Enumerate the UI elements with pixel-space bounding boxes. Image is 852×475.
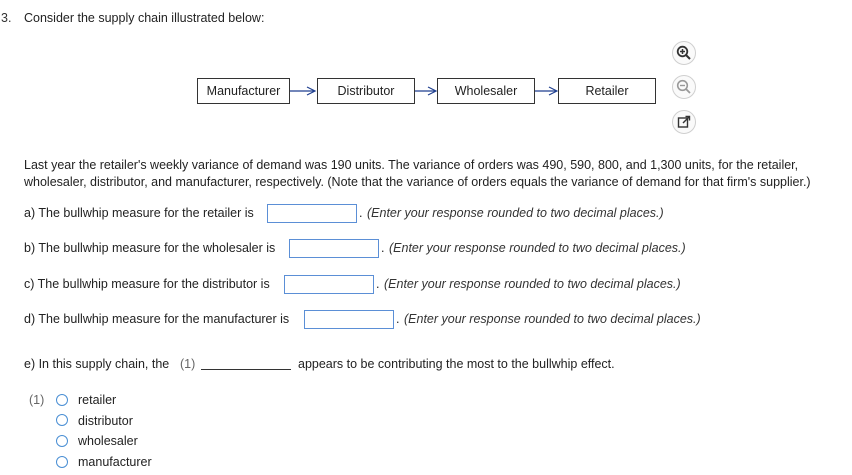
arrow-icon (290, 84, 317, 98)
part-e-prefix: e) In this supply chain, the (24, 357, 170, 371)
option-distributor-label[interactable]: distributor (78, 414, 133, 428)
part-e-suffix: appears to be contributing the most to the bullwhip effect. (298, 357, 615, 371)
node-manufacturer: Manufacturer (197, 78, 290, 104)
radio-retailer[interactable] (56, 394, 68, 406)
problem-paragraph: Last year the retailer's weekly variance of demand was 190 units. The variance of orders was 490, 590, 800, and 1,300 units, for the retailer, wholesaler, distributor, and manufacturer, respectively. (Note that the variance of orders equals the variance of demand for that firm's supplier.) (24, 158, 811, 189)
node-retailer: Retailer (558, 78, 656, 104)
part-d-label: d) The bullwhip measure for the manufacturer is (24, 312, 290, 326)
part-b-label: b) The bullwhip measure for the wholesaler is (24, 241, 276, 255)
part-c-hint: (Enter your response rounded to two decimal places.) (384, 277, 681, 291)
part-d-input[interactable] (304, 310, 394, 329)
part-b-input[interactable] (289, 239, 379, 258)
node-distributor: Distributor (317, 78, 415, 104)
choices-ref: (1) (29, 393, 45, 407)
period: . (359, 206, 363, 220)
popout-icon (676, 114, 692, 130)
option-manufacturer-label[interactable]: manufacturer (78, 455, 152, 469)
period: . (376, 277, 380, 291)
zoom-out-button[interactable] (672, 75, 696, 99)
part-b-hint: (Enter your response rounded to two decimal places.) (389, 241, 686, 255)
part-a-label: a) The bullwhip measure for the retailer is (24, 206, 254, 220)
part-e-blank-ref: (1) (180, 357, 196, 371)
arrow-icon (535, 84, 558, 98)
popout-button[interactable] (672, 110, 696, 134)
radio-distributor[interactable] (56, 414, 68, 426)
part-a-input[interactable] (267, 204, 357, 223)
part-c-input[interactable] (284, 275, 374, 294)
period: . (381, 241, 385, 255)
question-prompt: Consider the supply chain illustrated below: (24, 11, 265, 25)
zoom-in-icon (676, 45, 692, 61)
option-retailer-label[interactable]: retailer (78, 393, 117, 407)
arrow-icon (415, 84, 437, 98)
part-c-label: c) The bullwhip measure for the distributor is (24, 277, 270, 291)
radio-manufacturer[interactable] (56, 456, 68, 468)
part-e-blank[interactable] (201, 369, 291, 370)
zoom-out-icon (676, 79, 692, 95)
part-a-hint: (Enter your response rounded to two decimal places.) (367, 206, 664, 220)
radio-wholesaler[interactable] (56, 435, 68, 447)
option-wholesaler-label[interactable]: wholesaler (78, 434, 138, 448)
period: . (396, 312, 400, 326)
node-wholesaler: Wholesaler (437, 78, 535, 104)
question-number: 3. (1, 11, 12, 25)
zoom-in-button[interactable] (672, 41, 696, 65)
part-d-hint: (Enter your response rounded to two decimal places.) (404, 312, 701, 326)
